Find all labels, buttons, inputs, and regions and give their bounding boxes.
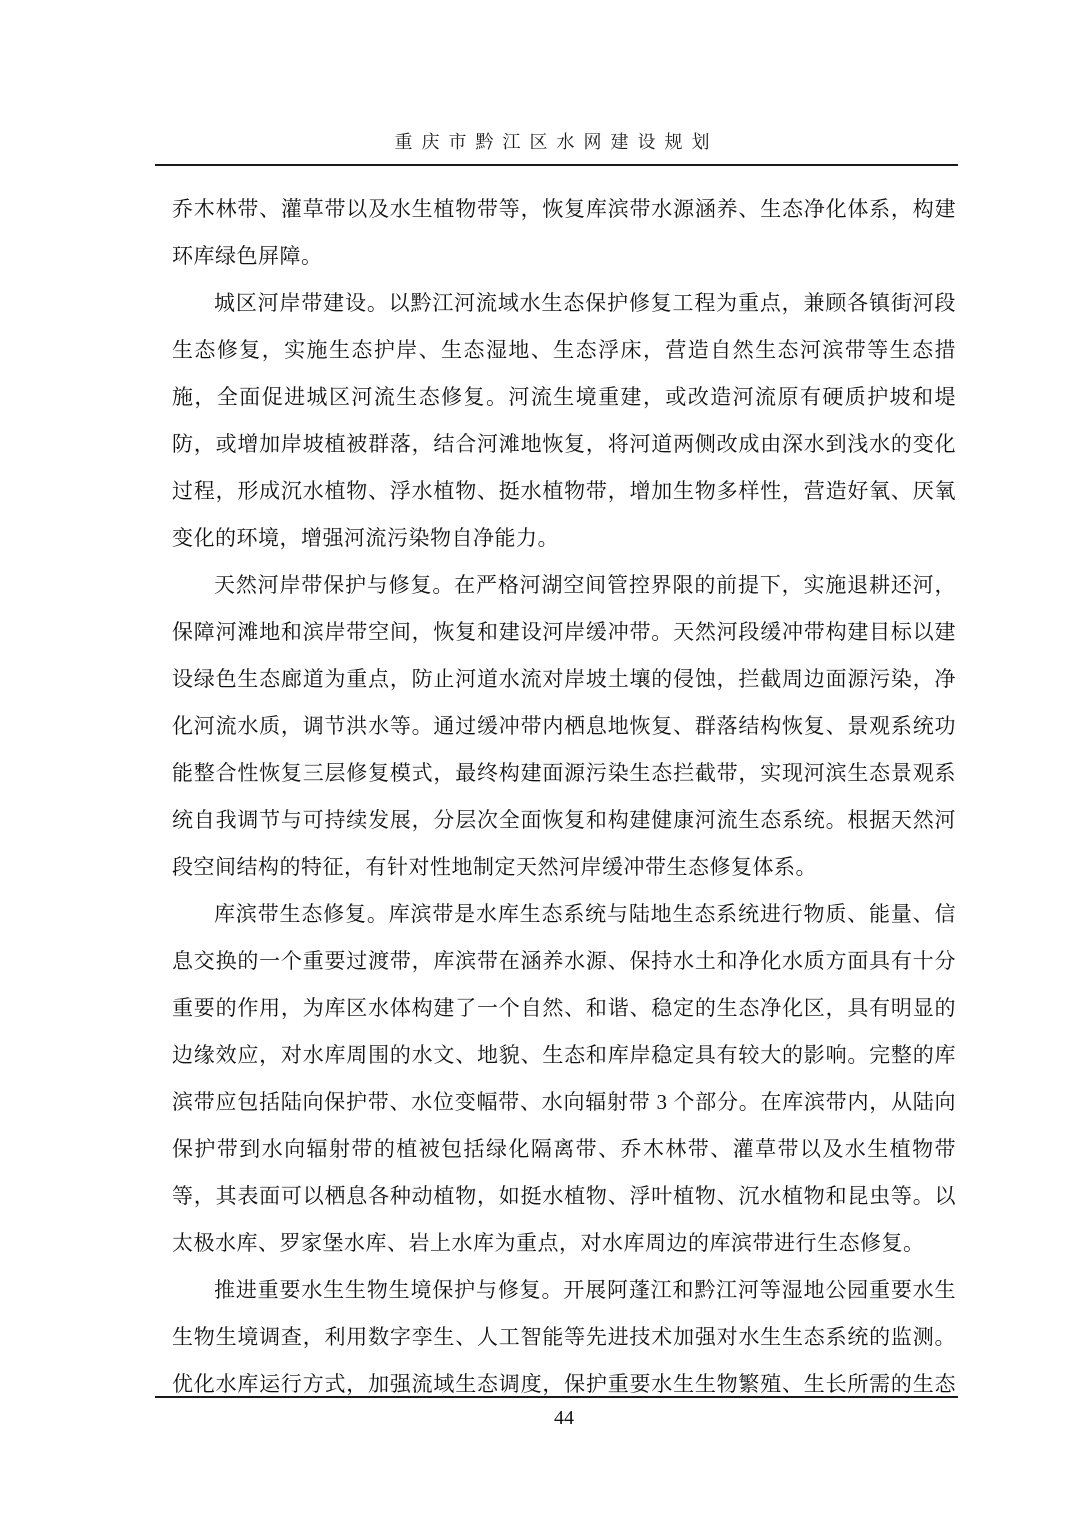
document-body bbox=[172, 186, 956, 1408]
page-header-title: 重庆市黔江区水网建设规划 bbox=[394, 132, 719, 152]
footer-rule bbox=[155, 1396, 958, 1398]
paragraph: 乔木林带、灌草带以及水生植物带等，恢复库滨带水源涵养、生态净化体系，构建环库绿色屏障。 bbox=[172, 197, 956, 268]
paragraph: 城区河岸带建设。以黔江河流域水生态保护修复工程为重点，兼顾各镇街河段生态修复，实施生态护岸、生态湿地、生态浮床，营造自然生态河滨带等生态措施，全面促进城区河流生态修复。河流生境重建，或改造河流原有硬质护坡和堤防，或增加岸坡植被群落，结合河滩地恢复，将河道两侧改成由深水到浅水的变化过程，形成沉水植物、浮水植物、挺水植物带，增加生物多样性，营造好氧、厌氧变化的环境，增强河流污染物自净能力。 bbox=[172, 291, 956, 550]
paragraph: 库滨带生态修复。库滨带是水库生态系统与陆地生态系统进行物质、能量、信息交换的一个重要过渡带，库滨带在涵养水源、保持水土和净化水质方面具有十分重要的作用，为库区水体构建了一个自然、和谐、稳定的生态净化区，具有明显的边缘效应，对水库周围的水文、地貌、生态和库岸稳定具有较大的影响。完整的库滨带应包括陆向保护带、水位变幅带、水向辐射带 3 个部分。在库滨带内，从陆向保护带到水向辐射带的植被包括绿化隔离带、乔木林带、灌草带以及水生植物带等，其表面可以栖息各种动植物，如挺水植物、浮叶植物、沉水植物和昆虫等。以太极水库、罗家堡水库、岩上水库为重点，对水库周边的库滨带进行生态修复。 bbox=[172, 902, 956, 1255]
page-header bbox=[155, 130, 958, 166]
paragraph: 推进重要水生生物生境保护与修复。开展阿蓬江和黔江河等湿地公园重要水生生物生境调查，利用数字孪生、人工智能等先进技术加强对水生生态系统的监测。优化水库运行方式，加强流域生态调度，保护重要水生生物繁殖、生长所需的生态 bbox=[172, 1278, 956, 1396]
paragraph: 天然河岸带保护与修复。在严格河湖空间管控界限的前提下，实施退耕还河，保障河滩地和滨岸带空间，恢复和建设河岸缓冲带。天然河段缓冲带构建目标以建设绿色生态廊道为重点，防止河道水流对岸坡土壤的侵蚀，拦截周边面源污染，净化河流水质，调节洪水等。通过缓冲带内栖息地恢复、群落结构恢复、景观系统功能整合性恢复三层修复模式，最终构建面源污染生态拦截带，实现河滨生态景观系统自我调节与可持续发展，分层次全面恢复和构建健康河流生态系统。根据天然河段空间结构的特征，有针对性地制定天然河岸缓冲带生态修复体系。 bbox=[172, 573, 956, 879]
page-number: 44 bbox=[554, 1407, 574, 1429]
